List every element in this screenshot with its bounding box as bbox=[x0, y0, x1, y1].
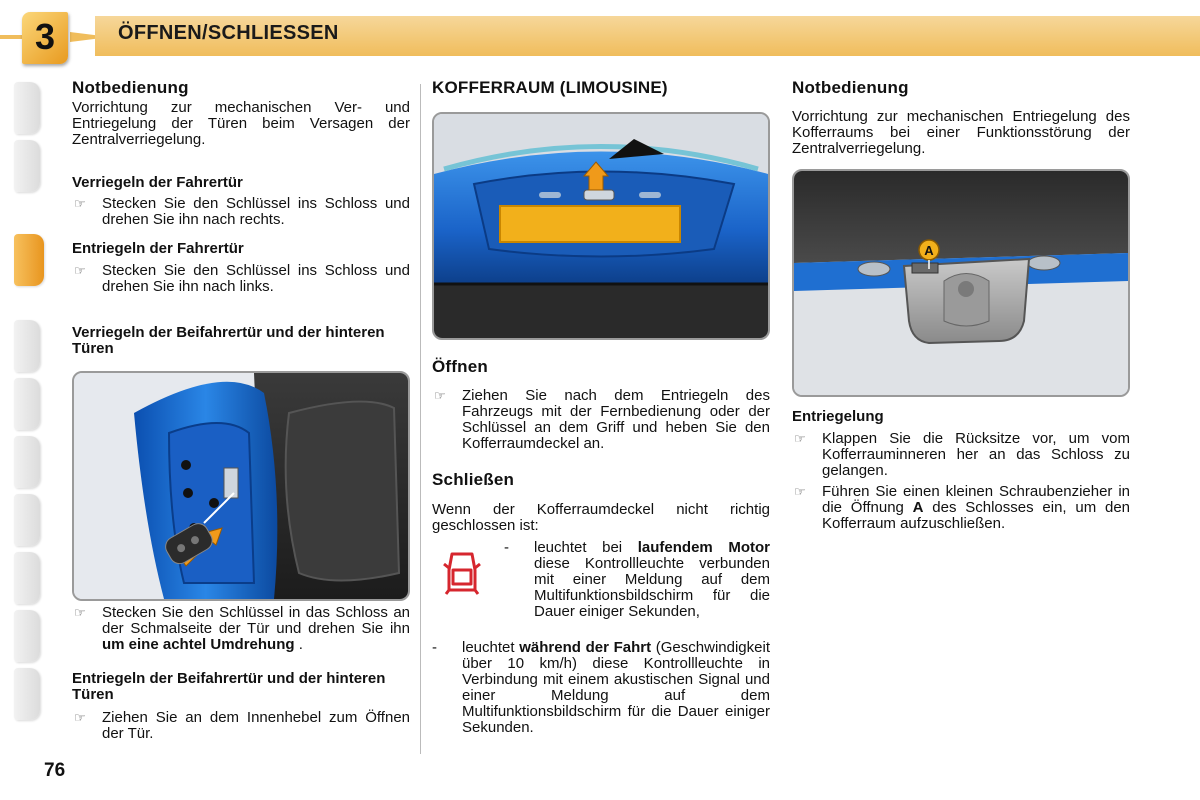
trunk-handle-illustration bbox=[432, 112, 770, 340]
side-tab-2[interactable] bbox=[14, 140, 40, 192]
page-header bbox=[0, 0, 1200, 68]
open-step: ☞ Ziehen Sie nach dem Entriegeln des Fahrzeugs mit der Fernbedienung oder der Schlüssel an dem Griff und heben Sie den Kofferraumdeckel an. bbox=[434, 387, 770, 452]
side-tab-8[interactable] bbox=[14, 552, 40, 604]
label-a: A bbox=[924, 243, 934, 258]
pointing-hand-icon: ☞ bbox=[74, 605, 86, 620]
side-tab-3-active[interactable] bbox=[14, 234, 44, 286]
unlock-step-1: ☞ Klappen Sie die Rücksitze vor, um vom Kofferrauminneren her an das Schloss zu gelangen. bbox=[794, 430, 1130, 479]
pointing-hand-icon: ☞ bbox=[794, 484, 806, 499]
unlock-passenger-step: ☞ Ziehen Sie an dem Innenhebel zum Öffnen der Tür. bbox=[74, 709, 410, 742]
lock-passenger-heading: Verriegeln der Beifahrertür und der hinteren Türen bbox=[72, 324, 385, 357]
open-heading: Öffnen bbox=[432, 357, 488, 376]
lock-passenger-step: ☞ Stecken Sie den Schlüssel in das Schloss an der Schmalseite der Tür und drehen Sie ihn um eine achtel Umdrehung . bbox=[74, 604, 410, 653]
pointing-hand-icon: ☞ bbox=[434, 388, 446, 403]
side-tab-10[interactable] bbox=[14, 668, 40, 720]
pointing-hand-icon: ☞ bbox=[74, 710, 86, 725]
side-tab-1[interactable] bbox=[14, 82, 40, 134]
lock-driver-heading: Verriegeln der Fahrertür bbox=[72, 174, 243, 191]
side-tab-5[interactable] bbox=[14, 378, 40, 430]
section-title: Notbedienung bbox=[792, 78, 909, 97]
lock-driver-step: ☞ Stecken Sie den Schlüssel ins Schloss und drehen Sie ihn nach rechts. bbox=[74, 195, 410, 228]
column-divider-1 bbox=[420, 84, 421, 754]
page-number: 76 bbox=[44, 760, 66, 781]
pointing-hand-icon: ☞ bbox=[74, 196, 86, 211]
close-item-driving: - leuchtet während der Fahrt (Geschwindigkeit über 10 km/h) diese Kontrollleuchte in Verbindung mit einem akustischen Signal und einer Meldung auf dem Multifunktionsbildschirm für die Dauer einiger Sekunden. bbox=[432, 639, 770, 736]
close-intro: Wenn der Kofferraumdeckel nicht richtig geschlossen ist: bbox=[432, 501, 770, 534]
unlock-heading: Entriegelung bbox=[792, 408, 884, 425]
close-heading: Schließen bbox=[432, 470, 515, 489]
side-tab-9[interactable] bbox=[14, 610, 40, 662]
unlock-passenger-heading: Entriegeln der Beifahrertür und der hinteren Türen bbox=[72, 670, 386, 703]
intro-text: Vorrichtung zur mechanischen Ver- und Entriegelung der Türen beim Versagen der Zentralverriegelung. bbox=[72, 99, 410, 148]
chapter-side-tabs bbox=[14, 82, 44, 722]
pointing-hand-icon: ☞ bbox=[74, 263, 86, 278]
open-trunk-warning-icon bbox=[442, 548, 482, 596]
chapter-badge bbox=[22, 12, 68, 64]
pointing-hand-icon: ☞ bbox=[794, 431, 806, 446]
close-item-engine: - leuchtet bei laufendem Motor diese Kontrollleuchte verbunden mit einer Meldung auf dem Multifunktionsbildschirm für die Dauer einiger Sekunden, bbox=[504, 539, 770, 620]
side-tab-7[interactable] bbox=[14, 494, 40, 546]
intro-text: Vorrichtung zur mechanischen Entriegelung des Kofferraums bei einer Funktionsstörung der Zentralverriegelung. bbox=[792, 108, 1130, 157]
unlock-driver-step: ☞ Stecken Sie den Schlüssel ins Schloss und drehen Sie ihn nach links. bbox=[74, 262, 410, 295]
page-title: ÖFFNEN/SCHLIESSEN bbox=[118, 22, 339, 44]
side-tab-4[interactable] bbox=[14, 320, 40, 372]
section-title: Notbedienung bbox=[72, 78, 189, 97]
unlock-step-2: ☞ Führen Sie einen kleinen Schraubenzieher in die Öffnung A des Schlosses ein, um den Kofferraum aufzuschließen. bbox=[794, 483, 1130, 532]
unlock-driver-heading: Entriegeln der Fahrertür bbox=[72, 240, 244, 257]
trunk-lock-illustration bbox=[792, 169, 1130, 397]
side-tab-6[interactable] bbox=[14, 436, 40, 488]
door-lock-illustration bbox=[72, 371, 410, 601]
section-title: KOFFERRAUM (LIMOUSINE) bbox=[432, 78, 668, 97]
chapter-number: 3 bbox=[34, 16, 56, 57]
